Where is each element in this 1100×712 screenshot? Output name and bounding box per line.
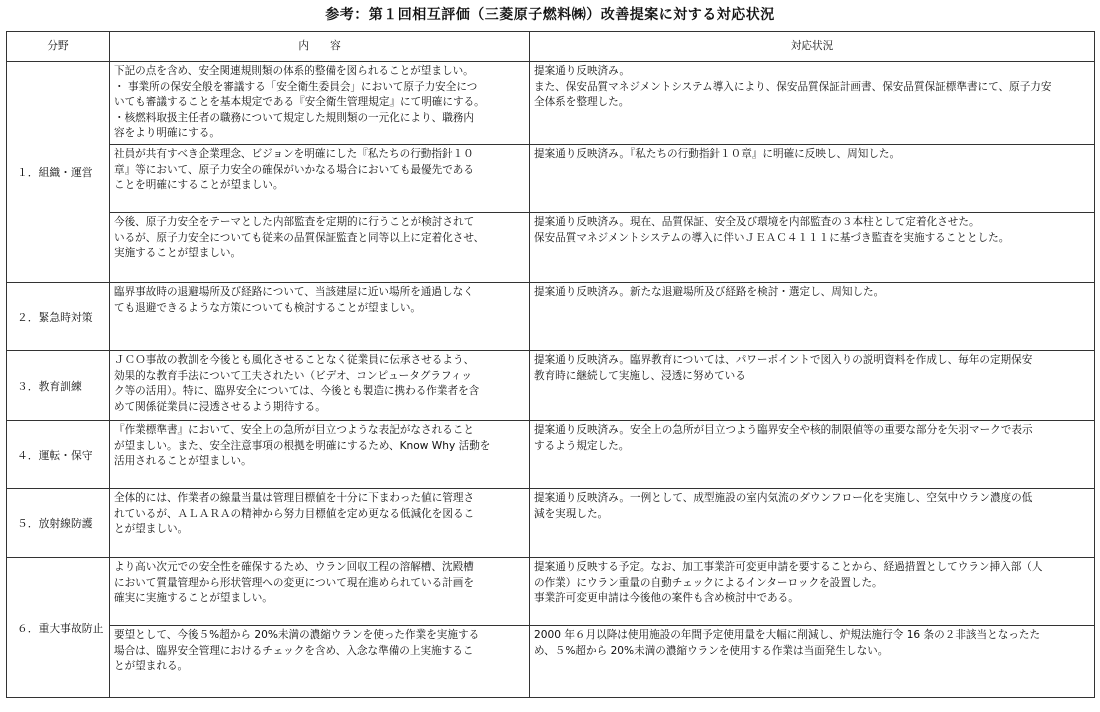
table-row — [7, 626, 1095, 698]
field-cell: １．組織・運営 — [7, 62, 110, 283]
header-content: 内 容 — [110, 32, 530, 62]
content-cell: 今後、原子力安全をテーマとした内部監査を定期的に行うことが検討されて いるが、原子力安全についても従来の品質保証監査と同等以上に定着化させ、 実施することが望ましい。 — [110, 213, 530, 283]
content-cell: 『作業標準書』において、安全上の急所が目立つような表記がなされること が望ましい。また、安全注意事項の根拠を明確にするため、Know Why 活動を 活用されることが望ましい。 — [110, 421, 530, 489]
table-row — [7, 489, 1095, 558]
content-cell: 下記の点を含め、安全関連規則類の体系的整備を図られることが望ましい。 ・ 事業所の保安全般を審議する「安全衛生委員会」において原子力安全につ いても審議することを基本規定である『安全衛生管理規定』にて明確にする。 ・核燃料取扱主任者の職務について規定した規則類の一元化により、職務内 容をより明確にする。 — [110, 62, 530, 145]
field-cell: ６．重大事故防止 — [7, 558, 110, 698]
page-title: 参考：第１回相互評価（三菱原子燃料㈱）改善提案に対する対応状況 — [325, 7, 775, 23]
status-cell: 提案通り反映済み。新たな退避場所及び経路を検討・選定し、周知した。 — [530, 283, 1095, 351]
status-cell: 提案通り反映済み。一例として、成型施設の室内気流のダウンフロー化を実施し、空気中ウラン濃度の低 減を実現した。 — [530, 489, 1095, 558]
field-cell: ５．放射線防護 — [7, 489, 110, 558]
table-row — [7, 213, 1095, 283]
content-cell: ＪＣＯ事故の教訓を今後とも風化させることなく従業員に伝承させるよう、 効果的な教育手法について工夫されたい（ビデオ、コンピュータグラフィッ ク等の活用）。特に、臨界安全については、今後とも製造に携わる作業者を含 めて関係従業員に浸透させるよう期待する。 — [110, 351, 530, 421]
response-status-table — [6, 31, 1095, 698]
field-cell: ３．教育訓練 — [7, 351, 110, 421]
status-cell: 2000 年６月以降は使用施設の年間予定使用量を大幅に削減し、炉規法施行令 16 条の２非該当となったた め、５%超から 20%未満の濃縮ウランを使用する作業は当面発生しない。 — [530, 626, 1095, 698]
content-cell: 全体的には、作業者の線量当量は管理目標値を十分に下まわった値に管理さ れているが、ＡＬＡＲＡの精神から努力目標値を定め更なる低減化を図るこ とが望ましい。 — [110, 489, 530, 558]
status-cell: 提案通り反映済み。現在、品質保証、安全及び環境を内部監査の３本柱として定着化させた。 保安品質マネジメントシステムの導入に伴いＪＥＡＣ４１１１に基づき監査を実施することとした。 — [530, 213, 1095, 283]
status-cell: 提案通り反映済み。安全上の急所が目立つよう臨界安全や核的制限値等の重要な部分を矢羽マークで表示 するよう規定した。 — [530, 421, 1095, 489]
content-cell: 臨界事故時の退避場所及び経路について、当該建屋に近い場所を通過しなく ても退避できるような方策についても検討することが望ましい。 — [110, 283, 530, 351]
field-cell: ２．緊急時対策 — [7, 283, 110, 351]
header-status: 対応状況 — [530, 32, 1095, 62]
table-row — [7, 351, 1095, 421]
table-row — [7, 558, 1095, 626]
status-cell: 提案通り反映済み。 また、保安品質マネジメントシステム導入により、保安品質保証計画書、保安品質保証標準書にて、原子力安 全体系を整理した。 — [530, 62, 1095, 145]
content-cell: より高い次元での安全性を確保するため、ウラン回収工程の溶解槽、沈殿槽 において質量管理から形状管理への変更について現在進められている計画を 確実に実施することが望ましい。 — [110, 558, 530, 626]
table-row — [7, 62, 1095, 145]
table-header-row — [7, 32, 1095, 62]
status-cell: 提案通り反映する予定。なお、加工事業許可変更申請を要することから、経過措置としてウラン挿入部（人 の作業）にウラン重量の自動チェックによるインターロックを設置した。 事業許可変更申請は今後他の案件も含め検討中である。 — [530, 558, 1095, 626]
field-cell: ４．運転・保守 — [7, 421, 110, 489]
table-row — [7, 421, 1095, 489]
status-cell: 提案通り反映済み。『私たちの行動指針１０章』に明確に反映し、周知した。 — [530, 145, 1095, 213]
table-row — [7, 283, 1095, 351]
status-cell: 提案通り反映済み。臨界教育については、パワーポイントで図入りの説明資料を作成し、毎年の定期保安 教育時に継続して実施し、浸透に努めている — [530, 351, 1095, 421]
content-cell: 社員が共有すべき企業理念、ビジョンを明確にした『私たちの行動指針１０ 章』等において、原子力安全の確保がいかなる場合においても最優先である ことを明確にすることが望ましい。 — [110, 145, 530, 213]
header-field: 分野 — [7, 32, 110, 62]
content-cell: 要望として、今後５%超から 20%未満の濃縮ウランを使った作業を実施する 場合は、臨界安全管理におけるチェックを含め、入念な準備の上実施するこ とが望まれる。 — [110, 626, 530, 698]
table-row — [7, 145, 1095, 213]
